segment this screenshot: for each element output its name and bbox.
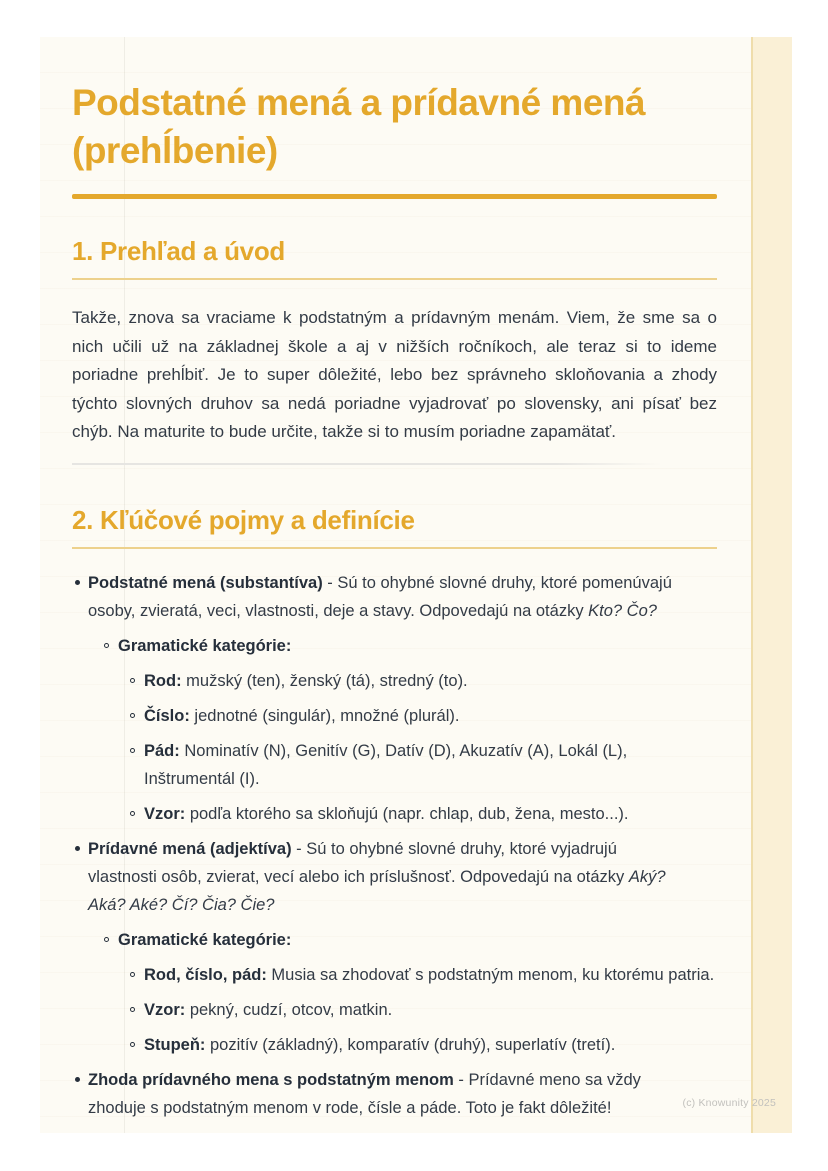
list-item: [72, 926, 717, 954]
document-title: Podstatné mená a prídavné mená (prehĺbenie): [72, 82, 646, 171]
bullet-circle-icon: [130, 678, 135, 683]
list-item: [72, 835, 717, 919]
intro-paragraph: Takže, znova sa vraciame k podstatným a prídavným menám. Viem, že sme sa o nich učili už na základnej škole a aj v nižších ročníkoch, ale teraz si to ideme poriadne prehĺbiť. Je to super dôležité, lebo bez správneho skloňovania a zhody týchto slovných druhov sa nedá poriadne vyjadrovať po slovensky, ani písať bez chýb. Na maturite to bude určite, takže si to musím poriadne zapamätať.: [72, 308, 717, 441]
list-item-text: Vzor: pekný, cudzí, otcov, matkin.: [144, 1000, 393, 1019]
section-divider: [72, 463, 662, 465]
list-item-text: Vzor: podľa ktorého sa skloňujú (napr. chlap, dub, žena, mesto...).: [144, 804, 629, 823]
list-item-text: Gramatické kategórie:: [118, 930, 292, 949]
list-item-text: Zhoda prídavného mena s podstatným menom - Prídavné meno sa vždy zhoduje s podstatným menom v rode, čísle a páde. Toto je fakt dôležité!: [88, 1070, 641, 1117]
list-item-text: Gramatické kategórie:: [118, 636, 292, 655]
list-item-text: Rod: mužský (ten), ženský (tá), stredný (to).: [144, 671, 468, 690]
document-content: [72, 37, 717, 1129]
list-item: [72, 632, 717, 660]
list-item: [72, 737, 717, 793]
title-divider: [72, 194, 717, 199]
list-item: [72, 1066, 717, 1122]
bullet-circle-icon: [130, 748, 135, 753]
bullet-circle-icon: [130, 1042, 135, 1047]
list-item: [72, 702, 717, 730]
bullet-disc-icon: [75, 580, 80, 585]
bullet-circle-icon: [104, 643, 109, 648]
list-item-text: Číslo: jednotné (singulár), množné (plurál).: [144, 706, 460, 725]
bullet-circle-icon: [130, 811, 135, 816]
notebook-right-stripe: [751, 37, 792, 1133]
list-item: [72, 667, 717, 695]
document-page: [40, 37, 792, 1133]
section-1-heading: 1. Prehľad a úvod: [72, 236, 717, 280]
bullet-circle-icon: [130, 713, 135, 718]
list-item-text: Pád: Nominatív (N), Genitív (G), Datív (D), Akuzatív (A), Lokál (L), Inštrumentál (I).: [144, 741, 628, 788]
watermark: (c) Knowunity 2025: [682, 1097, 776, 1109]
bullet-circle-icon: [104, 937, 109, 942]
list-item: [72, 800, 717, 828]
list-item: [72, 1031, 717, 1059]
section-2-heading: 2. Kľúčové pojmy a definície: [72, 505, 717, 549]
bullet-disc-icon: [75, 1077, 80, 1082]
list-item: [72, 569, 717, 625]
list-item-text: Stupeň: pozitív (základný), komparatív (druhý), superlatív (tretí).: [144, 1035, 616, 1054]
list-item-text: Rod, číslo, pád: Musia sa zhodovať s podstatným menom, ku ktorému patria.: [144, 965, 715, 984]
bullet-disc-icon: [75, 846, 80, 851]
key-terms-list: [72, 569, 717, 1122]
list-item: [72, 996, 717, 1024]
list-item-text: Podstatné mená (substantíva) - Sú to ohybné slovné druhy, ktoré pomenúvajú osoby, zvieratá, veci, vlastnosti, deje a stavy. Odpovedajú na otázky Kto? Čo?: [88, 573, 672, 620]
list-item: [72, 961, 717, 989]
bullet-circle-icon: [130, 1007, 135, 1012]
list-item-text: Prídavné mená (adjektíva) - Sú to ohybné slovné druhy, ktoré vyjadrujú vlastnosti osôb, zvierat, vecí alebo ich príslušnosť. Odpovedajú na otázky Aký? Aká? Aké? Čí? Čia? Čie?: [88, 839, 666, 914]
bullet-circle-icon: [130, 972, 135, 977]
